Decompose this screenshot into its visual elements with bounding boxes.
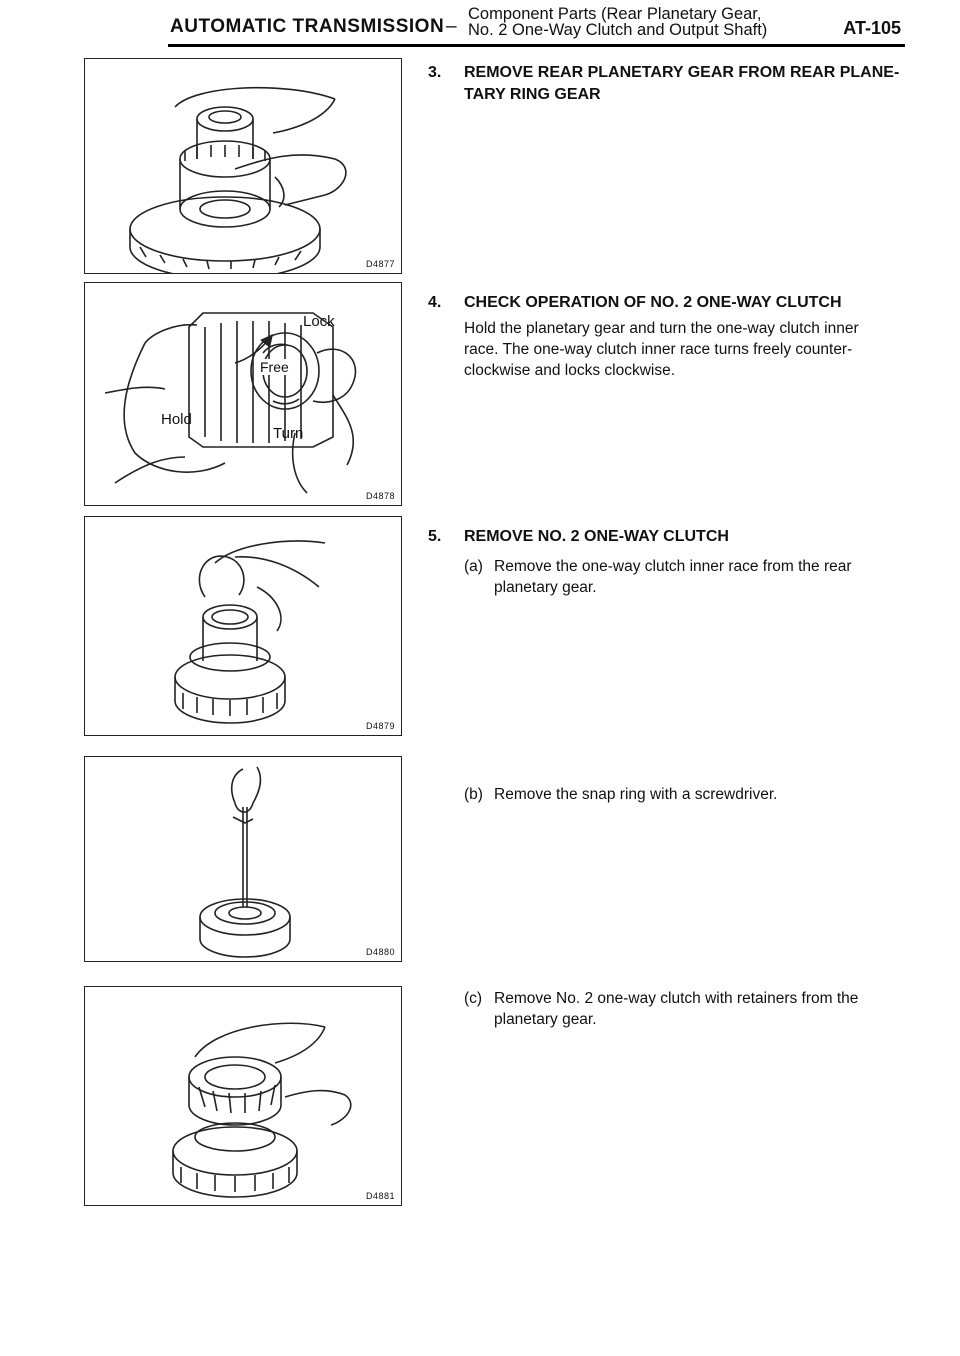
one-way-clutch-removal-illustration (85, 987, 401, 1205)
step-5-heading (428, 526, 908, 548)
figure-remove-snap-ring (84, 756, 402, 962)
step-5a-line-1: Remove the one-way clutch inner race from the rear (494, 558, 852, 575)
one-way-clutch-check-illustration (85, 283, 401, 505)
step-5b (464, 784, 909, 805)
label-hold: Hold (161, 411, 192, 428)
step-5b-text (494, 784, 904, 805)
figure-code: D4881 (365, 1191, 395, 1201)
subtitle-line-2: No. 2 One-Way Clutch and Output Shaft) (468, 21, 768, 39)
step-4-heading-text: CHECK OPERATION OF NO. 2 ONE-WAY CLUTCH (464, 294, 842, 311)
page-number: AT-105 (843, 18, 901, 38)
planetary-gear-illustration (85, 59, 401, 273)
inner-race-removal-illustration (85, 517, 401, 735)
figure-remove-one-way-clutch (84, 986, 402, 1206)
figure-code: D4880 (365, 947, 395, 957)
step-4-body (428, 318, 908, 381)
step-5-number: 5. (428, 528, 442, 545)
subtitle-line-1: Component Parts (Rear Planetary Gear, (468, 5, 762, 23)
step-3 (428, 62, 908, 106)
step-4-body-line-1: Hold the planetary gear and turn the one-way clutch inner (464, 320, 859, 337)
step-4-heading (428, 292, 908, 314)
step-5c-tag: (c) (464, 990, 483, 1007)
section-title: AUTOMATIC TRANSMISSION (170, 16, 445, 37)
label-free: Free (260, 359, 289, 375)
figure-code: D4877 (365, 259, 395, 269)
step-4-body-line-3: clockwise and locks clockwise. (464, 362, 676, 379)
section-subtitle (468, 6, 767, 38)
step-5a (464, 556, 909, 598)
step-4 (428, 292, 908, 381)
step-5c-line-1: Remove No. 2 one-way clutch with retainers from the (494, 990, 859, 1007)
step-5b-line-1: Remove the snap ring with a screwdriver. (494, 786, 778, 803)
label-turn: Turn (273, 425, 304, 442)
title-separator: – (446, 16, 457, 37)
figure-code: D4878 (365, 491, 395, 501)
figure-code: D4879 (365, 721, 395, 731)
step-5 (428, 526, 908, 548)
step-3-heading-line-2: TARY RING GEAR (464, 86, 601, 103)
header-rule (168, 44, 905, 47)
step-3-heading (428, 62, 908, 106)
snap-ring-removal-illustration (85, 757, 401, 961)
step-5c-line-2: planetary gear. (494, 1011, 597, 1028)
page-header (170, 4, 905, 44)
step-5a-tag: (a) (464, 558, 483, 575)
figure-check-one-way-clutch (84, 282, 402, 506)
step-5c-text (494, 988, 904, 1030)
step-5b-tag: (b) (464, 786, 483, 803)
label-lock: Lock (303, 313, 335, 330)
step-5c (464, 988, 909, 1030)
step-4-body-line-2: race. The one-way clutch inner race turns freely counter- (464, 341, 853, 358)
figure-remove-inner-race (84, 516, 402, 736)
step-3-heading-line-1: REMOVE REAR PLANETARY GEAR FROM REAR PLANE- (464, 64, 900, 81)
figure-remove-planetary-gear (84, 58, 402, 274)
step-5-heading-text: REMOVE NO. 2 ONE-WAY CLUTCH (464, 528, 729, 545)
step-4-number: 4. (428, 294, 442, 311)
step-5a-line-2: planetary gear. (494, 579, 597, 596)
step-5a-text (494, 556, 904, 598)
step-3-number: 3. (428, 64, 442, 81)
